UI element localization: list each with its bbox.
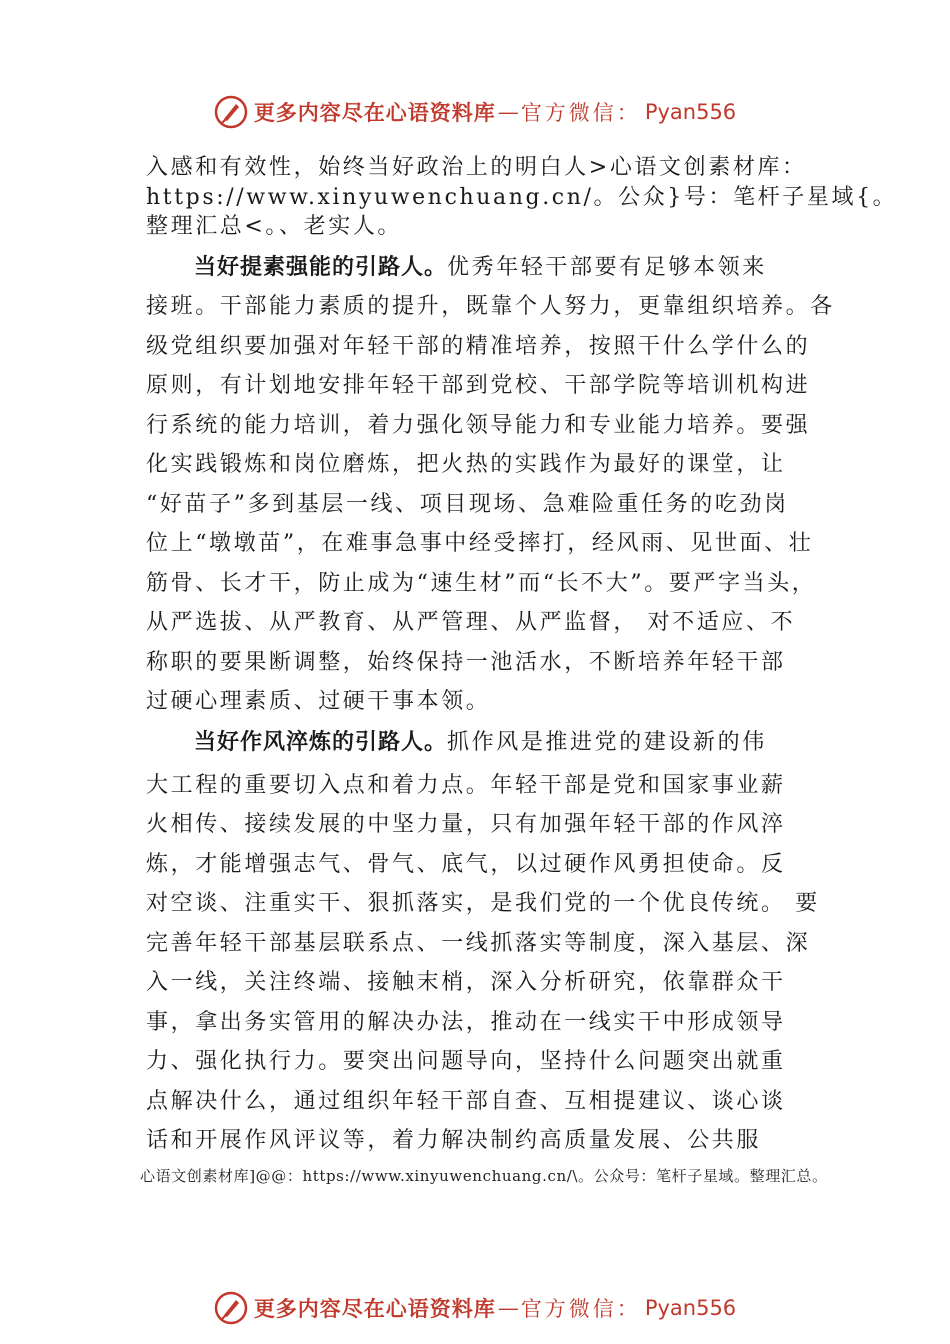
section1-line: “好苗子”多到基层一线、项目现场、急难险重任务的吃劲岗 xyxy=(146,492,789,517)
section2-line: 点解决什么，通过组织年轻干部自查、互相提建议、谈心谈 xyxy=(146,1089,786,1114)
banner-separator: — xyxy=(497,1296,519,1320)
section1-line: 接班。干部能力素质的提升，既靠个人努力，更靠组织培养。各 xyxy=(146,294,835,319)
section2-line: 对空谈、注重实干、狠抓落实，是我们党的一个优良传统。 要 xyxy=(146,891,820,916)
section2-line: 大工程的重要切入点和着力点。年轻干部是党和国家事业薪 xyxy=(146,773,786,798)
section1-line: 过硬心理素质、过硬干事本领。 xyxy=(146,689,491,714)
bottom-banner xyxy=(0,1288,950,1328)
section1-line: 原则，有计划地安排年轻干部到党校、干部学院等培训机构进 xyxy=(146,373,811,398)
section2-line: 炼，才能增强志气、骨气、底气，以过硬作风勇担使命。反 xyxy=(146,852,786,877)
section1-first-line xyxy=(194,253,767,283)
banner-wechat-id: Pyan556 xyxy=(644,1296,737,1320)
section1-line: 优秀年轻干部要有足够本领来 xyxy=(447,255,767,280)
section2-line: 完善年轻干部基层联系点、一线抓落实等制度，深入基层、深 xyxy=(146,931,811,956)
section1-line: 位上“墩墩苗”，在难事急事中经受摔打，经风雨、见世面、壮 xyxy=(146,531,814,556)
section1-lead: 当好提素强能的引路人。 xyxy=(194,255,448,280)
footer-note: 心语文创素材库]@@：https://www.xinyuwenchuang.cn/\。公众号：笔杆子星域。整理汇总。 xyxy=(140,1167,828,1185)
section2-line: 事，拿出务实管用的解决办法，推动在一线实干中形成领导 xyxy=(146,1010,786,1035)
banner-text: 更多内容尽在心语资料库 xyxy=(253,100,496,125)
banner-separator: — xyxy=(497,100,519,124)
quill-logo-icon xyxy=(214,1291,248,1325)
banner-wechat-label: 官方微信： xyxy=(520,1297,641,1321)
section1-line: 行系统的能力培训，着力强化领导能力和专业能力培养。要强 xyxy=(146,413,811,438)
section2-line: 入一线，关注终端、接触末梢，深入分析研究，依靠群众干 xyxy=(146,970,786,995)
section2-line: 火相传、接续发展的中坚力量，只有加强年轻干部的作风淬 xyxy=(146,812,786,837)
section2-line: 力、强化执行力。要突出问题导向，坚持什么问题突出就重 xyxy=(146,1049,786,1074)
section2-line: 话和开展作风评议等，着力解决制约高质量发展、公共服 xyxy=(146,1128,762,1153)
section2-lead: 当好作风淬炼的引路人。 xyxy=(194,730,448,755)
banner-wechat-label: 官方微信： xyxy=(520,101,641,125)
section1-line: 称职的要果断调整，始终保持一池活水，不断培养年轻干部 xyxy=(146,650,786,675)
banner-text: 更多内容尽在心语资料库 xyxy=(253,1296,496,1321)
section1-line: 从严选拔、从严教育、从严管理、从严监督， 对不适应、不 xyxy=(146,610,796,635)
intro-line: 入感和有效性，始终当好政治上的明白人>心语文创素材库： xyxy=(146,155,807,180)
quill-logo-icon xyxy=(214,95,248,129)
banner-wechat-id: Pyan556 xyxy=(644,100,737,124)
section2-first-line xyxy=(194,728,767,758)
top-banner xyxy=(0,92,950,132)
intro-line: https://www.xinyuwenchuang.cn/。公众}号：笔杆子星域{。 xyxy=(146,185,898,210)
section2-line: 抓作风是推进党的建设新的伟 xyxy=(447,730,767,755)
section1-line: 级党组织要加强对年轻干部的精准培养，按照干什么学什么的 xyxy=(146,334,811,359)
section1-line: 化实践锻炼和岗位磨炼，把火热的实践作为最好的课堂，让 xyxy=(146,452,786,477)
section1-line: 筋骨、长才干，防止成为“速生材”而“长不大”。要严字当头， xyxy=(146,571,817,596)
intro-line: 整理汇总<。、老实人。 xyxy=(146,214,403,239)
